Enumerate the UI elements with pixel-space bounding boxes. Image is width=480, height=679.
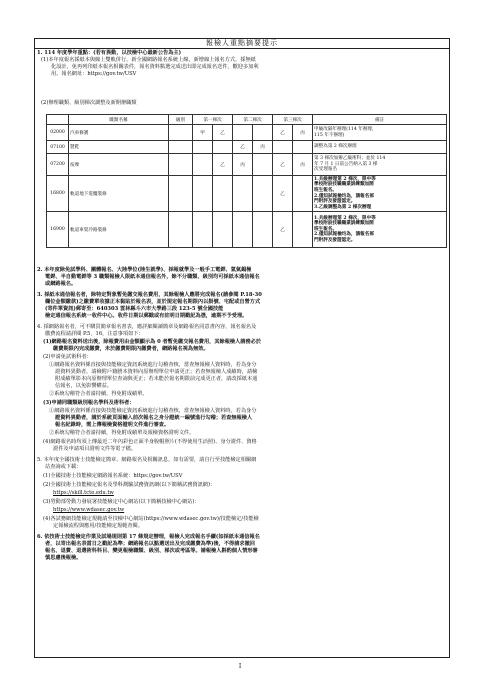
- table-header-row: [47, 115, 447, 125]
- item4-sub1-line: 繳費期限內完成繳費，未於繳費期限內繳費者，網路報名視為無效。: [53, 346, 209, 352]
- note-line: 甲級改隔年辦理(114 年辦理，: [314, 126, 377, 132]
- header-batch-3: 第三梯次: [273, 115, 313, 125]
- cell-code: 02000: [47, 125, 69, 141]
- table-row: [47, 154, 447, 176]
- item5-site: (2)全國技術士技能檢定報名及學科測驗試務資訊網(以下簡稱試務資訊網)：: [43, 482, 216, 488]
- cell-level: [169, 141, 193, 154]
- item1-sub2: (2)辦理職類、級別梯次調整及新開辦職類: [41, 100, 137, 106]
- note-line: 年 7 月 1 日前公告納入第 3 梯: [314, 161, 378, 167]
- item4-sub2-a-line: 信報名，以免影響權益。: [55, 383, 113, 389]
- cell-batch: [233, 212, 253, 248]
- note-line: 班生報名。: [314, 226, 338, 232]
- item2-line: 電銲、半自動電銲等 3 職類報檢人限紙本通信報名外，餘不分職類、級別均可採紙本通信報名: [45, 274, 260, 280]
- note-line: 班生報名。: [314, 187, 338, 193]
- header-name: 職類名稱: [69, 115, 169, 125]
- note-line: 1.共級辦理第 2 梯次，限中等: [314, 176, 376, 182]
- cell-batch: 乙: [233, 141, 253, 154]
- item5-site: (1)全國技術士技能檢定網路報名系統：https://gov.tw/USV: [43, 473, 183, 479]
- item1-heading: 1. 114 年度學年重點：(若有異動，以技檢中心最新公告為主): [37, 50, 182, 56]
- cell-batch: [273, 141, 293, 154]
- item4-sub3-a-line: 證資料異動者，請於系統頁面輸入前次報名之身分證統一編號進行勾稽；若查無報檢人: [55, 415, 253, 421]
- header-batch-1: 第一梯次: [193, 115, 233, 125]
- item4-sub3-a-line: ①網路報名資料係直接與技能檢定資訊系統進行勾稽查核，當查無報檢人資料時，若為身分: [49, 408, 257, 414]
- note-line: 門附評及發證認定。: [314, 237, 356, 243]
- cell-level: [169, 212, 193, 248]
- item4-sub2-a-line: 證資料異動者，請檢附戶籍謄本資料向原辦理單位申請更正；若查無報檢人成績時，請檢: [55, 369, 258, 375]
- cell-batch: 乙: [273, 125, 293, 141]
- page-title: 報檢人重點摘要提示: [34, 38, 450, 49]
- cell-batch: 丙: [233, 154, 253, 176]
- note-line: 門附評及發證認定。: [314, 199, 356, 205]
- item3-line: 欄位金額繳款)之繳費單收據正本黏貼於報名表，並於規定報名期限內以掛號、宅配或自營方式: [45, 299, 261, 305]
- item4-sub3-a-line: 報名紀錄時，需上傳報檢資格證明文件進行審查。: [55, 422, 170, 428]
- page-number: I: [238, 663, 242, 670]
- cell-batch: [193, 212, 213, 248]
- item4-line: 繳費流程請詳閱 P.5，16，注意事項如下：: [45, 331, 144, 337]
- item4-sub2-a-line: 附成績單影本向原辦理單位查詢與更正；若未能於報名期限前完成更正者，請改採紙本通: [55, 376, 258, 382]
- table-row: [47, 141, 447, 154]
- item5-site: (3)勞動部勞動力發展署技能檢定中心網站(以下簡稱技檢中心網站)：: [43, 499, 200, 505]
- cell-batch: 甲: [193, 125, 213, 141]
- item5-line: 5. 本年度全國技術士技能檢定簡章、網路報名及相關訊息，如有需要，請自行至技能檢定相關網: [37, 457, 257, 463]
- table-row: [47, 212, 447, 248]
- cell-batch: [253, 212, 273, 248]
- cell-level: [169, 176, 193, 212]
- note-line: 2.僅知試報檢均為，請報名部: [314, 193, 374, 199]
- note-line: 3.乙級調整為第 2 梯次辦理: [314, 204, 372, 210]
- cell-name: 軌道地下電纜裝修: [69, 176, 169, 212]
- cell-batch: [293, 141, 313, 154]
- note-line: 學校附設技職職業訓練類加開: [314, 182, 374, 188]
- cell-name: 軌道車架冷路裝修: [69, 212, 169, 248]
- cell-note: [313, 154, 447, 176]
- item1-sub1-line: 化設計，免再列印紙本報名相關表件，報名資料點選完成送出即完成報名送件，歡迎多加利: [51, 64, 259, 70]
- cell-batch: 丙: [293, 154, 313, 176]
- table-row: [47, 125, 447, 141]
- cell-batch: 乙: [273, 176, 293, 212]
- item6-line: 6. 依技術士技能檢定作業及試場規則第 17 條規定辦理，報檢人完成報名手續(如採紙本通信報名: [37, 534, 260, 540]
- item5-site: 定報檢流程與應用/技能檢定規範查閱。: [53, 523, 143, 529]
- item2-line: 或網路報名。: [45, 281, 77, 287]
- item4-sub4-line: 證件及申請項目證明文件等電子檔。: [53, 446, 137, 452]
- cell-batch: [253, 125, 273, 141]
- item4-sub2: (2)申請免試術科者：: [43, 354, 92, 360]
- cell-batch: [213, 176, 233, 212]
- cell-note: [313, 141, 447, 154]
- item1-sub1-line: (1)本年度報名採紙本與線上雙軌併行，新全國網路報名系統上線，新增線上報名方式，採無紙: [41, 57, 256, 63]
- item5-site-link[interactable]: https://www.wdasec.gov.tw: [53, 507, 125, 513]
- cell-name: 製鞋: [69, 141, 169, 154]
- cell-batch: 乙: [213, 125, 233, 141]
- note-line: 調整為第 2 梯次辦理: [314, 144, 357, 150]
- item3-line: 3. 採紙本通信報名者，除特定對象暫免繳交報名費用，其餘報檢人應將完成報名(請參閱 P.18-30: [37, 292, 262, 298]
- item4-sub4-line: (4)網路報名時均須上傳最近二年內彩色正面半身脫帽照片(不得使用生活照)、身分證件、資格: [43, 439, 257, 445]
- cell-code: 16800: [47, 176, 69, 212]
- item4-sub2-b: ②系統勾稽符合者請持續，得免附成績單。: [49, 391, 148, 397]
- cell-batch: [293, 212, 313, 248]
- cell-note: [313, 125, 447, 141]
- note-line: 115 年不辦理): [314, 132, 345, 138]
- item3-line: 檢定通信報名系統一收件中心。收件日期以郵戳或有註明日期戳記為憑，逾期不予受理。: [45, 313, 248, 319]
- header-code: [47, 115, 69, 125]
- cell-batch: [253, 154, 273, 176]
- item5-site-link[interactable]: https://skill.tcte.edu.tw: [53, 490, 114, 496]
- item5-site: (4)各試務網技能檢定規範請至技檢中心網站(https://www.wdasec.gov.tw)/技能檢定/技能檢: [43, 516, 259, 522]
- cell-batch: [233, 125, 253, 141]
- cell-code: 07200: [47, 154, 69, 176]
- header-note: 備註: [313, 115, 447, 125]
- cell-name: 按摩: [69, 154, 169, 176]
- note-line: 學校附設技職職業訓練類加開: [314, 221, 374, 227]
- cell-batch: 丙: [253, 141, 273, 154]
- item2-line: 2. 本年度除免試學科、團體報名、大陸學位(陸生就學)、採報就學及一般手工電銲、氫氣鎢極: [37, 267, 252, 273]
- header-batch-2: 第二梯次: [233, 115, 273, 125]
- cell-batch: [253, 176, 273, 212]
- cell-code: 07100: [47, 141, 69, 154]
- item1-sub1-line: 用。報名網址：https://gov.tw/USV: [51, 71, 137, 77]
- cell-batch: [193, 176, 213, 212]
- item6-line: 報名、退費、退選術科科目、變更報檢職類、級別、梯次或考區等。請報檢人斟酌個人情形審: [45, 548, 258, 554]
- cell-batch: [213, 212, 233, 248]
- cell-batch: [213, 141, 233, 154]
- cell-code: 16900: [47, 212, 69, 248]
- item4-sub3-heading: (3)申請同職類級別報名學科及術科者：: [43, 400, 135, 406]
- item6-line: 者，以寄出報名表當日之戳記為準；網路報名以點選送出及完成繳費為準)後，不得請求撤回: [45, 541, 255, 547]
- cell-batch: 丙: [293, 125, 313, 141]
- cell-batch: [293, 176, 313, 212]
- cell-batch: 乙: [273, 212, 293, 248]
- header-level: 級別: [169, 115, 193, 125]
- cell-batch: 乙: [213, 154, 233, 176]
- note-line: 2.僅知試報檢均為，請報名部: [314, 232, 374, 238]
- cell-note: [313, 176, 447, 212]
- cell-note: [313, 212, 447, 248]
- job-category-table: [46, 114, 447, 248]
- cell-level: [169, 154, 193, 176]
- cell-batch: [193, 154, 213, 176]
- cell-level: [169, 125, 193, 141]
- cell-batch: [193, 141, 213, 154]
- note-line: 次受理報名: [314, 167, 338, 173]
- table-row: [47, 176, 447, 212]
- item4-sub3-b: ②系統勾稽符合者請持續，得免附成績單及報檢資格證明文件。: [49, 430, 195, 436]
- item5-line: 站查詢或下載：: [45, 464, 82, 470]
- item6-line: 慎思慮後報檢。: [45, 555, 82, 561]
- note-line: 第 3 梯次加辦乙級術科；並於 114: [314, 156, 386, 162]
- cell-batch: 乙: [273, 154, 293, 176]
- item3-line: (寄件單資訊)郵寄至：640303 雲林縣斗六市大學路三段 123-5 號全國技能: [45, 306, 224, 312]
- note-line: 1.共級辦理第 2 梯次，限中等: [314, 215, 376, 221]
- cell-batch: [233, 176, 253, 212]
- item4-sub1-line: (1)網路報名資料送出後，除報費用由金額顯示為 0 者暫免繳交報名費用，其餘報檢人請務必於: [43, 339, 262, 345]
- item4-sub2-a-line: ①網路報名資料係直接與技能檢定資訊系統進行勾稽查核，當查無報檢人資料時，若為身分: [49, 362, 257, 368]
- item4-line: 4. 採網路報名者，可不購買簡章報名書表，應詳細閱讀簡章及網路報名同意書內容，報名報名及: [37, 324, 257, 330]
- cell-name: 汽車修護: [69, 125, 169, 141]
